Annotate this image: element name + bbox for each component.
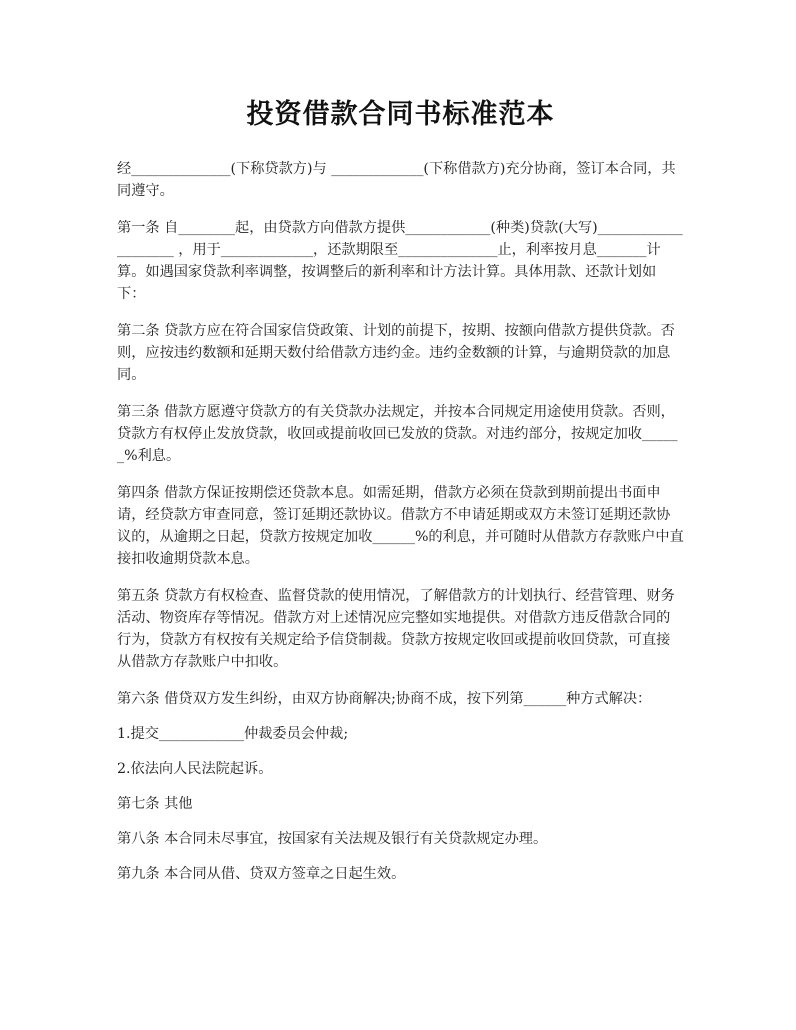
paragraph-article-1: 第一条 自________起，由贷款方向借款方提供____________(种类)贷款(大写)____________________ ，用于_____________，还款期限至______________止，利率按月息_______计算。如遇国家贷款利率调整，按调整后的新利率和计方法计算。具体用款、还款计划如下：: [117, 220, 683, 302]
paragraph-article-9: 第九条 本合同从借、贷双方签章之日起生效。: [117, 866, 406, 882]
paragraph-option-2: 2.依法向人民法院起诉。: [117, 761, 273, 777]
paragraph-preamble: 经______________(下称贷款方)与 _____________(下称借款方)充分协商，签订本合同，共同遵守。: [117, 161, 676, 199]
paragraph-article-6: 第六条 借贷双方发生纠纷，由双方协商解决;协商不成，按下列第______种方式解决：: [117, 691, 652, 707]
paragraph-article-7: 第七条 其他: [117, 796, 193, 812]
paragraph-option-1: 1.提交____________仲裁委员会仲裁;: [117, 726, 349, 742]
paragraph-article-4: 第四条 借款方保证按期偿还贷款本息。如需延期，借款方必须在贷款到期前提出书面申请，经贷款方审查同意，签订延期还款协议。借款方不申请延期或双方未签订延期还款协议的，从逾期之日起，贷款方按规定加收______%的利息，并可随时从借款方存款账户中直接扣收逾期贷款本息。: [117, 485, 684, 567]
paragraph-article-5: 第五条 贷款方有权检查、监督贷款的使用情况，了解借款方的计划执行、经营管理、财务活动、物资库存等情况。借款方对上述情况应完整如实地提供。对借款方违反借款合同的行为，贷款方有权按有关规定给予信贷制裁。贷款方按规定收回或提前收回贷款，可直接从借款方存款账户中扣收。: [117, 588, 675, 670]
paragraph-article-2: 第二条 贷款方应在符合国家信贷政策、计划的前提下，按期、按额向借款方提供贷款。否则，应按违约数额和延期天数付给借款方违约金。违约金数额的计算，与逾期贷款的加息同。: [117, 323, 675, 383]
document-title: 投资借款合同书标准范本: [246, 99, 555, 130]
paragraph-article-3: 第三条 借款方愿遵守贷款方的有关贷款办法规定，并按本合同规定用途使用贷款。否则，贷款方有权停止发放贷款，收回或提前收回已发放的贷款。对违约部分，按规定加收______%利息。: [117, 404, 678, 464]
paragraph-article-8: 第八条 本合同未尽事宜，按国家有关法规及银行有关贷款规定办理。: [117, 831, 548, 847]
